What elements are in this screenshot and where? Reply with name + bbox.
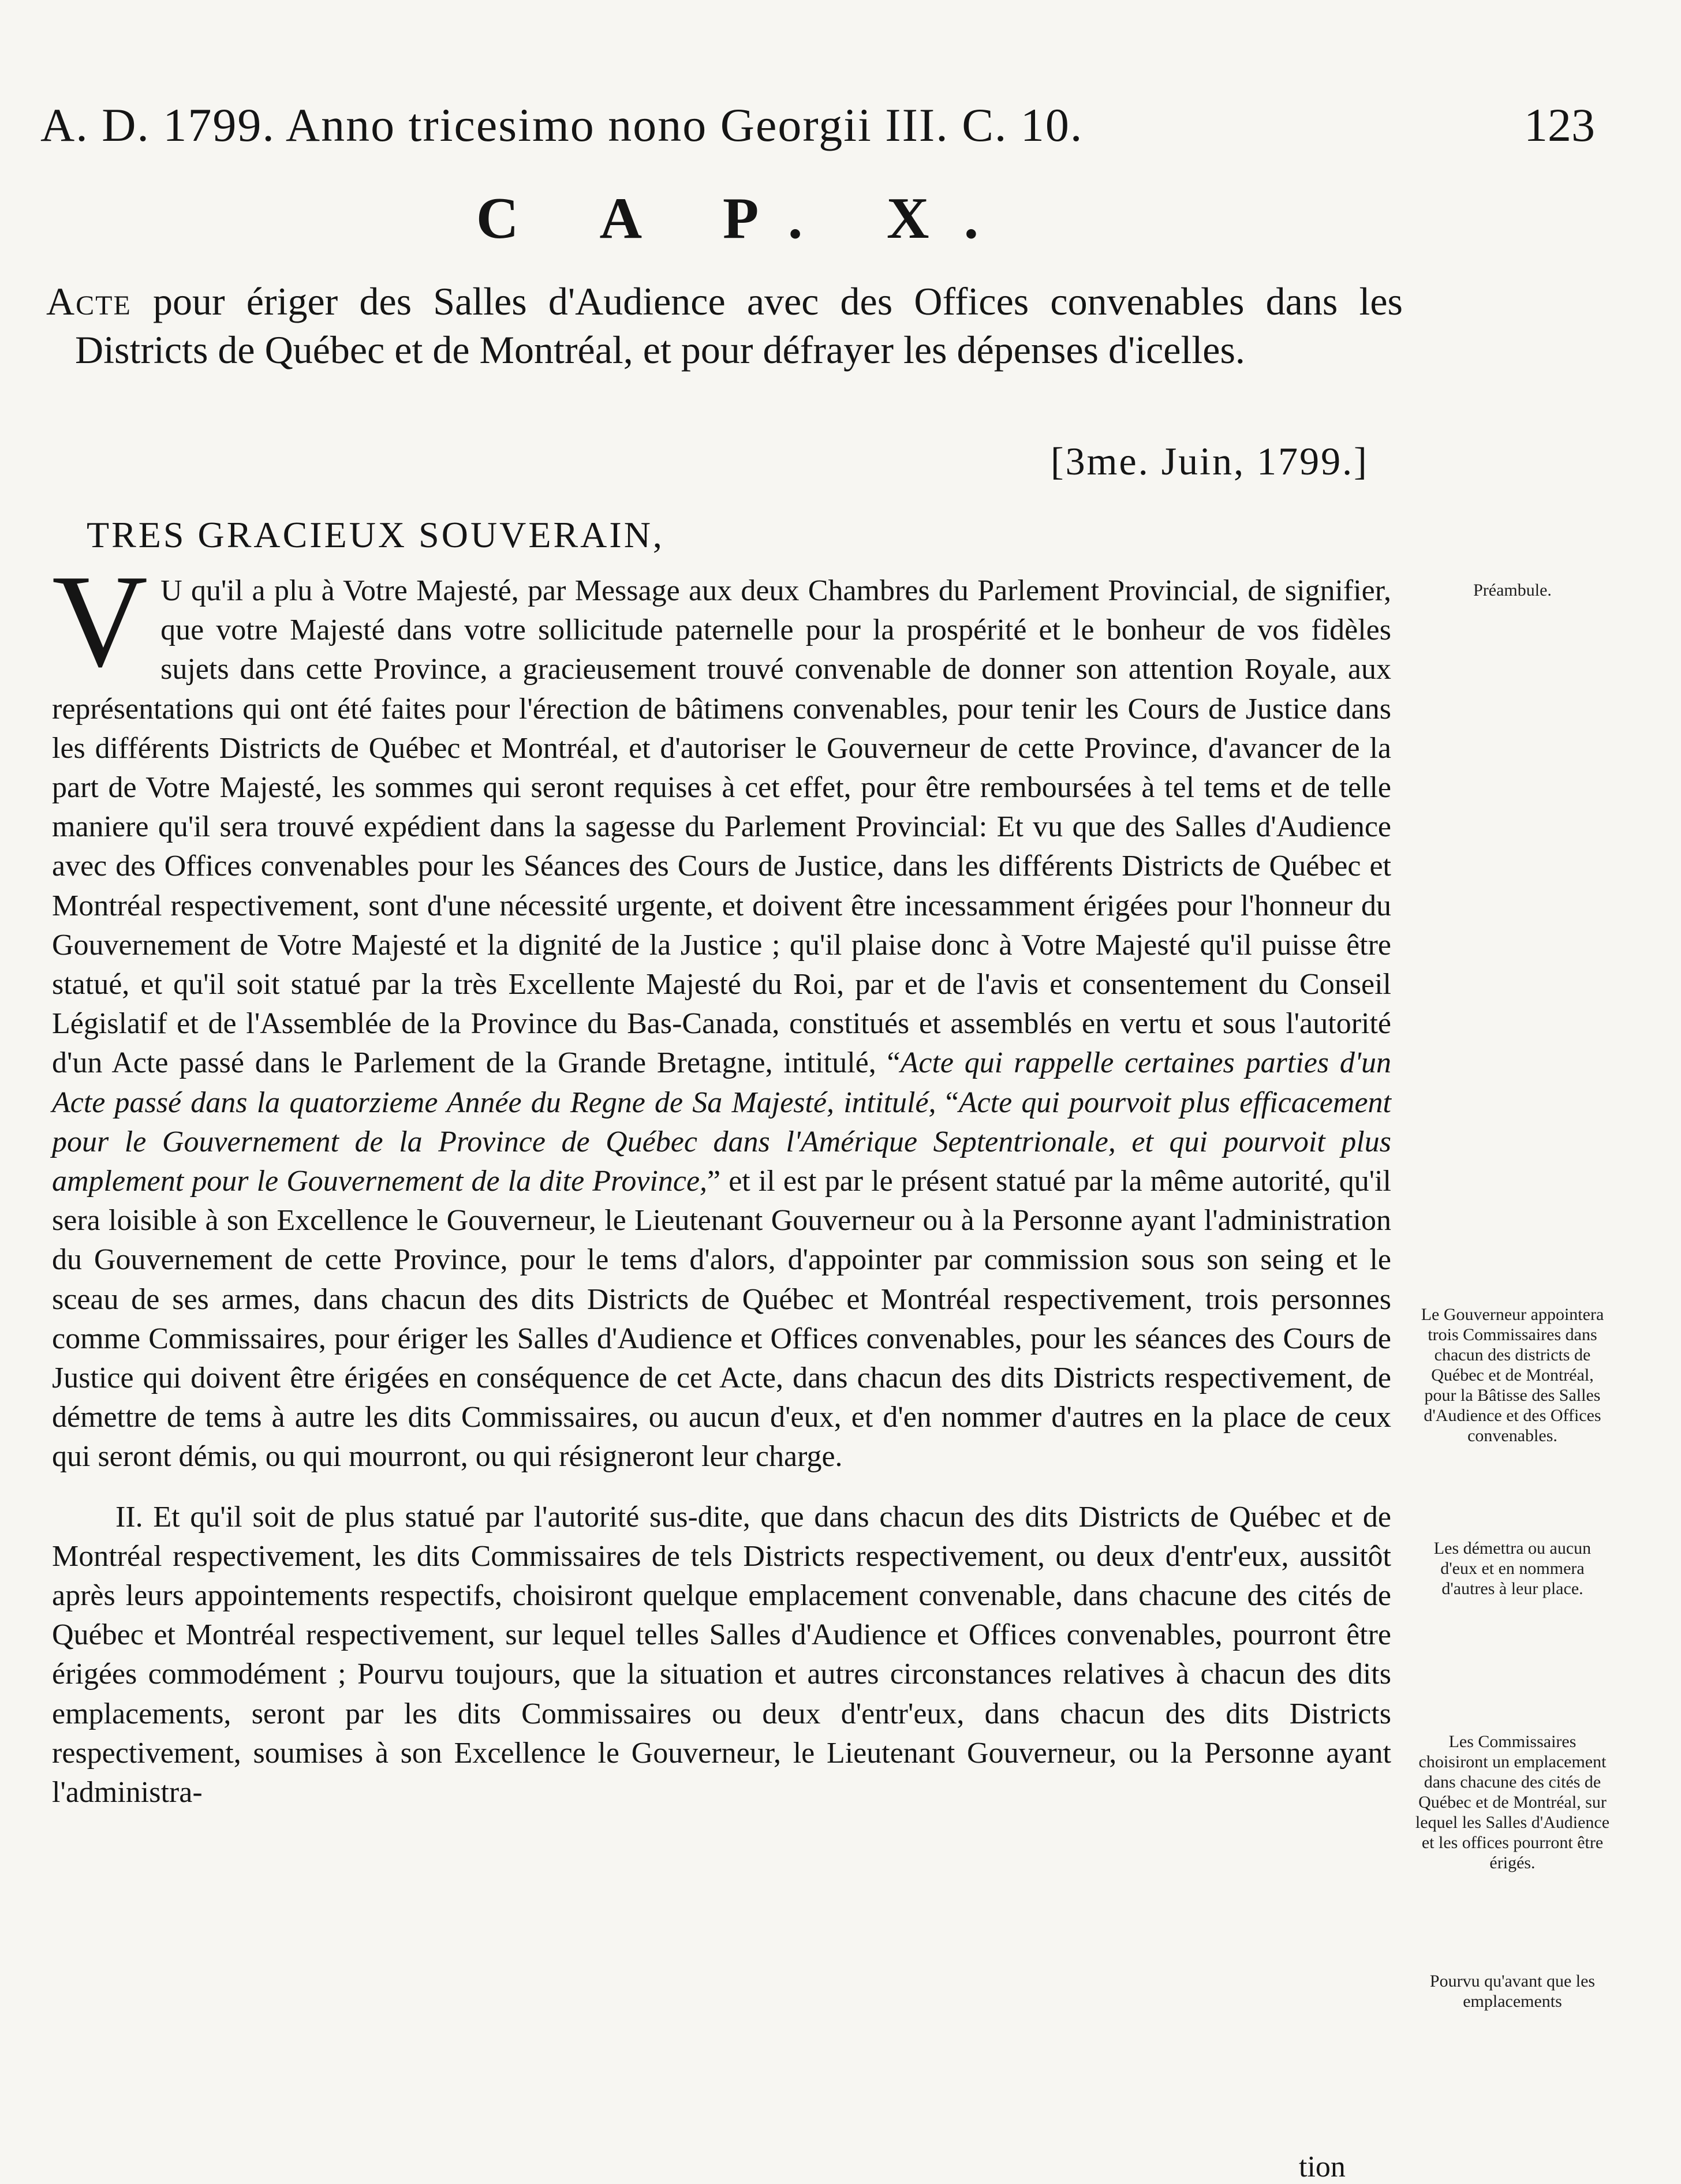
open-quote: “ (945, 1086, 959, 1119)
section-ii: II. Et qu'il soit de plus statué par l'autorité sus-dite, que dans chacun des dits Districts de Québec et de Montréal respectivement, les dits Commissaires de tels Districts respectivement, ou deux d'entr'eux, aussitôt après leurs appointements respectifs, choisiront quelque emplacement convenable, dans chacune des cités de Québec et Montréal respectivement, sur lequel telles Salles d'Audience et Offices convenables, pourront être érigées commodément ; Pourvu toujours, que la situation et autres circonstances relatives à chacun des dits emplacements, seront par les dits Commissaires ou deux d'entr'eux, dans chacun des dits Districts respectivement, soumises à son Excellence le Gouverneur, le Lieutenant Gouverneur, ou la Personne ayant l'administra- (52, 1500, 1391, 1809)
margin-note-preamble: Préambule. (1473, 581, 1552, 600)
margin-note-commissioners: Les Commissaires choisiront un emplacement dans chacune des cités de Québec et de Montréal, sur lequel les Salles d'Audience et les offices pourront être érigés. (1415, 1732, 1610, 1872)
paragraph-preamble (52, 547, 1391, 1477)
body-text (52, 547, 1391, 1812)
catchword: tion (1299, 2151, 1346, 2183)
enactment-date: [3me. Juin, 1799.] (1051, 439, 1369, 483)
act-title (46, 277, 1403, 374)
running-head: A. D. 1799. Anno tricesimo nono Georgii III. C. 10. (40, 99, 1084, 151)
cited-act-title: Acte qui rappelle certaines parties d'un Acte passé dans la quatorzieme Année du Regne de Sa Majesté, intitulé, (52, 1046, 1391, 1119)
margin-note-dismissal: Les démettra ou aucun d'eux et en nommera d'autres à leur place. (1433, 1539, 1592, 1598)
salutation: TRES GRACIEUX SOUVERAIN, (87, 514, 664, 555)
margin-note-proviso: Pourvu qu'avant que les emplacements (1429, 1972, 1596, 2011)
act-title-text: pour ériger des Salles d'Audience avec des Offices convenables dans les Districts de Québec et de Montréal, et pour défrayer les dépenses d'icelles. (75, 279, 1403, 372)
cited-act-title-2: Acte qui pourvoit plus efficacement pour le Gouvernement de la Province de Québec dans l'Amérique Septentrionale, et qui pourvoit plus amplement pour le Gouvernement de la dite Province, (52, 1086, 1391, 1198)
chapter-title: C A P. X. (476, 186, 1014, 251)
act-title-lead: Acte (46, 279, 132, 323)
margin-note-governor: Le Gouverneur appointera trois Commissaires dans chacun des districts de Québec et de Montréal, pour la Bâtisse des Salles d'Audience et des Offices convenables. (1421, 1305, 1604, 1445)
preamble-text: U qu'il a plu à Votre Majesté, par Message aux deux Chambres du Parlement Provincial, de signifier, que votre Majesté dans votre sollicitude paternelle pour la prospérité et le bonheur de vos fidèles sujets dans cette Province, a gracieusement trouvé convenable de donner son attention Royale, aux représentations qui ont été faites pour l'érection de bâtimens convenables, pour tenir les Cours de Justice dans les différents Districts de Québec et Montréal, et d'autoriser le Gouverneur de cette Province, d'avancer de la part de Votre Majesté, les sommes qui seront requises à cet effet, pour être remboursées à tel tems et de telle maniere qu'il sera trouvé expédient dans la sagesse du Parlement Provincial: Et vu que des Salles d'Audience avec des Offices convenables pour les Séances des Cours de Justice, dans les différents Districts de Québec et Montréal respectivement, sont d'une nécessité urgente, et doivent être incessamment érigées pour l'honneur du Gouvernement de Votre Majesté et la dignité de la Justice ; qu'il plaise donc à Votre Majesté qu'il puisse être statué, et qu'il soit statué par la très Excellente Majesté du Roi, par et de l'avis et consentement du Conseil Législatif et de l'Assemblée de la Province du Bas-Canada, constitués et assemblés en vertu et sous l'autorité d'un Acte passé dans le Parlement de la Grande Bretagne, intitulé, “ (52, 574, 1391, 1080)
enacting-text: ” et il est par le présent statué par la même autorité, qu'il sera loisible à son Excellence le Gouverneur, le Lieutenant Gouverneur ou à la Personne ayant l'administration du Gouvernement de cette Province, pour le tems d'alors, d'appointer par commission sous son seing et le sceau de ses armes, dans chacun des dits Districts de Québec et Montréal respectivement, trois personnes comme Commissaires, pour ériger les Salles d'Audience et Offices convenables, pour les séances des Cours de Justice qui doivent être érigées en conséquence de cet Acte, dans chacun des dits Districts respectivement, de démettre de tems à autre les dits Commissaires, ou aucun d'eux, et d'en nommer d'autres en la place de ceux qui seront démis, ou qui mourront, ou qui résigneront leur charge. (52, 1165, 1391, 1474)
drop-cap: V (52, 547, 148, 694)
page-number: 123 (1524, 99, 1595, 151)
